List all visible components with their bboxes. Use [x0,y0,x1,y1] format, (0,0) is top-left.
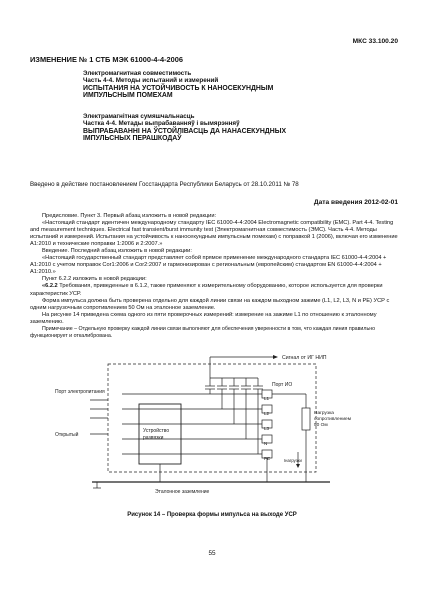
paragraph-clause-intro: Пункт 6.2.2 изложить в новой редакции: [42,276,147,283]
intro-text: Введено в действие постановлением Госстандарта Республики Беларусь от 28.10.2011 № 78 [30,181,299,188]
effective-date: Дата введения 2012-02-01 [313,199,398,206]
title-by-line2: Частка 4-4. Метады выпрабаванняў і вымярэнняў [83,120,240,128]
terminal-l3: L3 [264,426,270,431]
port-io-label: Порт ИО [272,382,293,388]
terminal-l2: L2 [264,411,270,416]
load-label-2: сопротивлением [314,417,352,422]
classification-code: МКС 33.100.20 [352,38,398,45]
title-by-line4: ІМПУЛЬСНЫХ ПЕРАШКОДАЎ [83,135,182,143]
device-label-2: развязки [143,435,164,441]
port-power-label: Порт электропитания [55,389,105,395]
terminal-l1: L1 [264,396,270,401]
terminal-n: N [264,441,268,446]
clause-text: Требования, приведенные в 6.1.2, также применяют к измерительному оборудованию, которое используется для проверки характеристик УСР. [30,283,383,297]
title-by-line1: Электрамагнітная сумяшчальнасць [83,113,195,120]
paragraph-preface: Предисловие. Пункт 3. Первый абзац изложить в новой редакции: [42,213,217,219]
current-label: Iнагрузки [284,458,302,463]
title-by-line3: ВЫПРАБАВАННІ НА ЎСТОЙЛІВАСЦЬ ДА НАНАСЕКУНДНЫХ [83,127,287,135]
clause-number: «6.2.2 [42,283,58,290]
title-ru-line2: Часть 4-4. Методы испытаний и измерений [83,77,219,85]
title-ru-line1: Электромагнитная совместимость [83,70,192,77]
note: Примечание – Отдельную проверку каждой линии связи выполняют для обеспечения уверенности в том, что каждая линия правильно функционирует и откалибрована. [30,325,376,339]
paragraph-introduction: Введение. Последний абзац изложить в новой редакции: [42,248,192,255]
title-ru-line4: ИМПУЛЬСНЫМ ПОМЕХАМ [83,92,173,100]
signal-arrow-icon [273,355,278,359]
paragraph-preface-text: «Настоящий стандарт идентичен международному стандарту IEC 61000-4-4:2004 Electromagnetic compatibility (EMC). Part 4-4. Testing and measurement techniques. Electrical fast transient/burst immunity test (Электромагнитная совместимость (ЭМС). Часть 4-4. Методы испытаний и измерений. Испытания на устойчивость к наносекундным импульсным помехам) с поправкой 1 (2006), включая его изменение A1:2010 и технические поправки 1:2006 и 2:2007.» [30,220,398,248]
title-ru-line3: ИСПЫТАНИЯ НА УСТОЙЧИВОСТЬ К НАНОСЕКУНДНЫМ [83,84,274,92]
ground-label: Эталонное заземление [155,489,210,495]
signal-label: Сигнал от ИГ НИП [282,355,327,361]
figure-caption: Рисунок 14 – Проверка формы импульса на выходе УСР [127,512,297,518]
device-label-1: Устройство [143,428,170,434]
load-label-1: Нагрузка [314,411,334,416]
paragraph-pulse-shape: Форма импульса должна быть проверена отдельно для каждой линии связи на каждом выходном зажиме (L1, L2, L3, N и PE) УСР с одним нагрузочным сопротивлением 50 Ом на эталонное заземление. [30,297,390,311]
terminal-pe: PE [264,456,271,461]
paragraph-figure-ref: На рисунке 14 приведена схема одного из пяти проверочных измерений: измерение на зажиме L1 по отношению к эталонному заземлению. [30,311,377,325]
open-label: Открытый [55,432,79,438]
load-label-3: 50 Ом [314,423,328,428]
paragraph-introduction-text: «Настоящий государственный стандарт представляет собой прямое применение международного стандарта IEC 61000-4-4:2004 + A1:2010 с учетом поправок Cor1:2006 и Cor2:2007 и гармонизирован с региональным (европейским) стандартом EN 61000-4-4:2004 + A1:2010.» [30,255,387,276]
page-number: 55 [208,550,216,557]
amendment-title: ИЗМЕНЕНИЕ № 1 СТБ МЭК 61000-4-4-2006 [30,55,183,64]
